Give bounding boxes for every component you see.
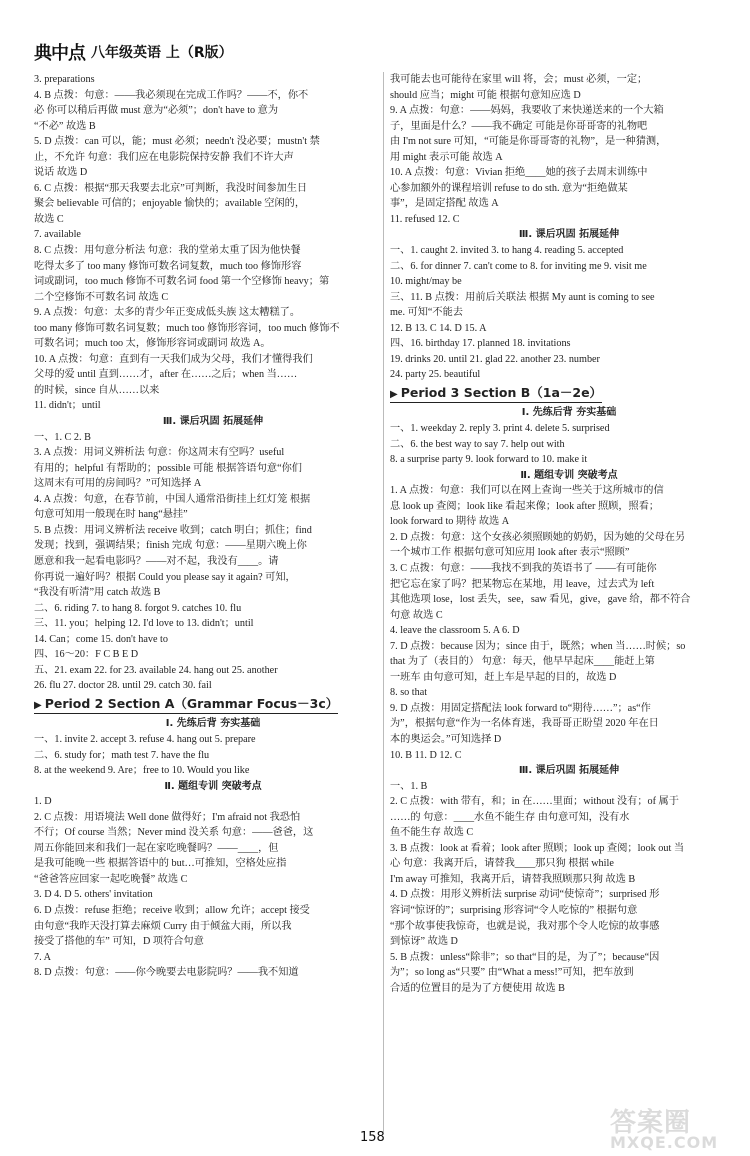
triangle-icon: ▶ [390, 388, 398, 400]
answer-line: 7. A [34, 951, 51, 963]
answer-line: “我没有听清”用 catch 故选 B [34, 587, 161, 599]
answer-line: 为”；so long as“只要” 由“What a mess!”可知，把车放到 [390, 967, 634, 979]
answer-line: 把它忘在家了吗？把某物忘在某地，用 leave，过去式为 left [390, 578, 655, 590]
answer-line: 1. A 点拨：句意：我们可以在网上查询一些关于这所城市的信 [390, 485, 664, 497]
answer-line: 由 I'm not sure 可知，“可能是你哥哥寄的礼物”，是一种猜测， [390, 136, 667, 148]
answer-line: 4. D 点拨：用形义辨析法 surprise 动词“使惊奇”；surprised 形 [390, 889, 660, 901]
answer-line: 容词“惊讶的”；surprising 形容词“令人吃惊的” 根据句意 [390, 904, 638, 916]
book-title: 八年级英语 上（R版） [91, 45, 233, 61]
answer-line: 8. a surprise party 9. look forward to 10. make it [390, 454, 588, 466]
answer-line: 心 句意：我离开后，请替我____那只狗 根据 while [390, 858, 614, 870]
answer-line: 4. A 点拨：句意，在春节前，中国人通常沿街挂上红灯笼 根据 [34, 493, 311, 505]
answer-line: 息 look up 查阅；look like 看起来像；look after 照顾，照看； [390, 500, 660, 512]
answer-line: 7. available [34, 229, 81, 241]
answer-line: 三、11. you；helping 12. I'd love to 13. didn't；until [34, 618, 254, 630]
answer-line: 为”，根据句意“作为一名体育迷，我哥哥正盼望 2020 年在日 [390, 718, 659, 730]
answer-line: 4. B 点拨：句意：——我必须现在完成工作吗？——不，你不 [34, 89, 309, 101]
watermark-logo [610, 1102, 740, 1152]
answer-line: 26. flu 27. doctor 28. until 29. catch 30. fail [34, 680, 212, 692]
answer-line: “那个故事使我惊奇，也就是说，我对那个令人吃惊的故事感 [390, 920, 660, 932]
answer-line: 10. B 11. D 12. C [390, 749, 462, 761]
answer-line: 14. Can；come 15. don't have to [34, 633, 168, 645]
answer-line: 3. preparations [34, 74, 95, 85]
answer-line: 句意可知用一般现在时 hang“悬挂” [34, 509, 188, 521]
book-logo: 典中点 [34, 43, 85, 64]
answer-line: 一、1. B [390, 780, 428, 792]
answer-line: 10. A 点拨：句意：Vivian 拒绝____她的孩子去周末训练中 [390, 167, 648, 179]
answer-line: 四、16. birthday 17. planned 18. invitations [390, 338, 571, 350]
answer-line: 12. B 13. C 14. D 15. A [390, 322, 487, 334]
answer-line: 二、6. study for；math test 7. have the flu [34, 749, 210, 761]
answer-line: 是我可能晚一些 根据答语中的 but…可推知，空格处应指 [34, 858, 287, 870]
answer-line: 一、1. caught 2. invited 3. to hang 4. reading 5. accepted [390, 245, 624, 257]
answer-line: 3. A 点拨：用词义辨析法 句意：你这周末有空吗？useful [34, 447, 285, 459]
answer-line: I'm away 可推知，我离开后，请替我照顾那只狗 故选 B [390, 873, 636, 885]
answer-line: 11. refused 12. C [390, 213, 460, 225]
answer-line: 2. C 点拨：with 带有，和；in 在……里面；without 没有；of 属于 [390, 796, 679, 808]
section-heading: Ⅲ. 课后巩固 拓展延伸 [518, 229, 620, 241]
answer-line: 可数名词；much too 太，修饰形容词或副词 故选 A。 [34, 338, 271, 350]
answer-line: that 为了（表目的） 句意：每天，他早早起床____能赶上第 [390, 656, 655, 668]
answer-line: 我可能去也可能待在家里 will 将，会；must 必须，一定； [390, 74, 648, 85]
answer-line: 11. didn't；until [34, 400, 101, 412]
answer-line: 6. C 点拨：根据“那天我要去北京”可判断，我没时间参加生日 [34, 182, 308, 194]
answer-line: 8. D 点拨：句意：——你今晚要去电影院吗？——我不知道 [34, 967, 299, 979]
answer-line: 其他选项 lose，lost 丢失，see，saw 看见，give，gave 给，都不符合 [390, 594, 691, 606]
answer-line: 止，不允许 句意：我们应在电影院保持安静 我们不许大声 [34, 151, 294, 163]
answer-line: 一、1. weekday 2. reply 3. print 4. delete 5. surprised [390, 423, 610, 435]
left-column [34, 72, 392, 1132]
answer-line: 三、11. B 点拨：用前后关联法 根据 My aunt is coming to see [390, 291, 655, 303]
answer-line: 故选 C [34, 213, 64, 225]
answer-line: 6. D 点拨：refuse 拒绝；receive 收到；allow 允许；accept 接受 [34, 904, 310, 916]
answer-line: 用 might 表示可能 故选 A [390, 151, 503, 163]
watermark-text: 答案圈 [610, 1108, 692, 1138]
answer-line: 词或副词，too much 修饰不可数名词 food 第一个空修饰 heavy；第 [34, 276, 330, 288]
answer-line: should 应当；might 可能 根据句意知应选 D [390, 89, 581, 101]
period-heading [390, 385, 602, 404]
answer-line: 不行；Of course 当然；Never mind 没关系 句意：——爸爸，这 [34, 827, 314, 839]
answer-line: “不必” 故选 B [34, 120, 96, 132]
answer-line: 8. so that [390, 687, 428, 699]
answer-line: 10. A 点拨：句意：直到有一天我们成为父母，我们才懂得我们 [34, 353, 313, 365]
answer-line: 本的奥运会。”可知选择 D [390, 733, 502, 745]
answer-line: 这周末有可用的房间吗？”可知选择 A [34, 478, 202, 490]
section-heading: Ⅰ. 先练后背 夯实基础 [165, 718, 261, 730]
watermark-url: MXQE.COM [610, 1133, 719, 1152]
answer-line: 接受了搭他的车” 可知，D 项符合句意 [34, 936, 204, 948]
answer-line: 鱼不能生存 故选 C [390, 827, 474, 839]
answer-line: 4. leave the classroom 5. A 6. D [390, 625, 520, 637]
answer-line: 1. D [34, 796, 52, 808]
answer-line: 10. might/may be [390, 276, 462, 288]
section-heading: Ⅱ. 题组专训 突破考点 [520, 469, 618, 481]
answer-line: 5. B 点拨：unless“除非”；so that“目的是，为了”；because“因 [390, 951, 660, 963]
answer-line: 父母的爱 until 直到……才，after 在……之后；when 当…… [34, 369, 298, 381]
answer-line: 一、1. invite 2. accept 3. refuse 4. hang out 5. prepare [34, 733, 256, 745]
answer-line: 句意 故选 C [390, 609, 443, 621]
answer-line: 9. A 点拨：句意：太多的青少年正变成低头族 这太糟糕了。 [34, 307, 301, 319]
answer-line: 8. at the weekend 9. Are；free to 10. Would you like [34, 765, 250, 777]
column-divider [383, 72, 384, 1132]
answer-line: 3. B 点拨：look at 看着；look after 照顾；look up 查阅；look out 当 [390, 842, 685, 854]
section-heading: Ⅰ. 先练后背 夯实基础 [521, 407, 617, 419]
answer-line: look forward to 期待 故选 A [390, 516, 510, 528]
answer-line: 24. party 25. beautiful [390, 369, 481, 381]
answer-line: 心参加额外的课程培训 refuse to do sth. 意为“拒绝做某 [390, 182, 628, 194]
answer-line: 四、16～20：F C B E D [34, 649, 139, 661]
page-header [34, 40, 233, 64]
answer-line: 周五你能回来和我们一起在家吃晚餐吗？——____，但 [34, 842, 279, 854]
answer-line: 3. D 4. D 5. others' invitation [34, 889, 153, 901]
answer-line: me. 可知“不能去 [390, 307, 463, 319]
answer-line: 你再说一遍好吗？根据 Could you please say it again? 可知， [34, 571, 296, 583]
answer-line: 5. D 点拨：can 可以，能；must 必须；needn't 没必要；mustn't 禁 [34, 136, 320, 148]
answer-line: 由句意“我昨天没打算去麻烦 Curry 由于倾盆大雨，所以我 [34, 920, 292, 932]
answer-line: 愿意和我一起看电影吗？——对不起，我没有____。请 [34, 555, 279, 567]
answer-line: 二、6. riding 7. to hang 8. forgot 9. catches 10. flu [34, 602, 242, 614]
answer-line: 说话 故选 D [34, 167, 88, 179]
period-title: Period 2 Section A（Grammar Focus－3c） [44, 695, 339, 711]
answer-line: 一、1. C 2. B [34, 431, 91, 443]
period-heading-row [34, 694, 392, 717]
answer-line: 3. C 点拨：句意：——我找不到我的英语书了 ——有可能你 [390, 562, 657, 574]
answer-line: 发现；找到，强调结果；finish 完成 句意：——星期六晚上你 [34, 540, 307, 552]
answer-line: 二、6. the best way to say 7. help out with [390, 438, 565, 450]
answer-line: 吃得太多了 too many 修饰可数名词复数，much too 修饰形容 [34, 260, 302, 272]
answer-line: 2. C 点拨：用语境法 Well done 做得好；I'm afraid not 我恐怕 [34, 811, 301, 823]
answer-line: 一个城市工作 根据句意可知应用 look after 表示“照顾” [390, 547, 630, 559]
answer-line: 8. C 点拨：用句意分析法 句意：我的堂弟太重了因为他快餐 [34, 245, 301, 257]
answer-line: 到惊讶” 故选 D [390, 936, 458, 948]
answer-line: 7. D 点拨：because 因为；since 由于，既然；when 当……时候；so [390, 640, 686, 652]
answer-line: 的时候，since 自从……以来 [34, 384, 160, 396]
answer-line: 合适的位置目的是为了方便使用 故选 B [390, 982, 565, 994]
page-number: 158 [360, 1130, 385, 1145]
answer-line: 聚会 believable 可信的；enjoyable 愉快的；available 空闲的， [34, 198, 306, 210]
section-heading: Ⅲ. 课后巩固 拓展延伸 [162, 416, 264, 428]
section-heading: Ⅲ. 课后巩固 拓展延伸 [518, 765, 620, 777]
answer-line: 事”，是固定搭配 故选 A [390, 198, 499, 210]
answer-line: 2. D 点拨：句意：这个女孩必须照顾她的奶奶，因为她的父母在另 [390, 531, 686, 543]
period-heading [34, 696, 338, 715]
answer-line: too many 修饰可数名词复数；much too 修饰形容词，too much 修饰不 [34, 322, 340, 334]
triangle-icon: ▶ [34, 699, 42, 711]
answer-line: “爸爸答应回家一起吃晚餐” 故选 C [34, 873, 188, 885]
answer-line: ……的 句意：____水鱼不能生存 由句意可知，没有水 [390, 811, 630, 823]
answer-line: 5. B 点拨：用词义辨析法 receive 收到；catch 明白；抓住；find [34, 524, 312, 536]
answer-line: 有用的；helpful 有帮助的；possible 可能 根据答语句意“你们 [34, 462, 302, 474]
answer-line: 五、21. exam 22. for 23. available 24. hang out 25. another [34, 664, 278, 676]
period-title: Period 3 Section B（1a－2e） [400, 384, 603, 400]
answer-line: 二、6. for dinner 7. can't come to 8. for inviting me 9. visit me [390, 260, 647, 272]
right-column [390, 72, 748, 1132]
answer-line: 必 你可以稍后再做 must 意为“必须”；don't have to 意为 [34, 105, 279, 117]
answer-line: 子，里面是什么？——我不确定 可能是你哥哥寄的礼物吧 [390, 120, 648, 132]
answer-line: 9. D 点拨：用固定搭配法 look forward to“期待……”；as“作 [390, 702, 651, 714]
period-heading-row [390, 383, 748, 406]
section-heading: Ⅱ. 题组专训 突破考点 [164, 780, 262, 792]
answer-line: 19. drinks 20. until 21. glad 22. another 23. number [390, 353, 600, 365]
answer-line: 二个空修饰不可数名词 故选 C [34, 291, 169, 303]
answer-line: 一班车 由句意可知，赶上车是早起的目的，故选 D [390, 671, 617, 683]
answer-line: 9. A 点拨：句意：——妈妈，我要收了来快递送来的一个大箱 [390, 105, 664, 117]
